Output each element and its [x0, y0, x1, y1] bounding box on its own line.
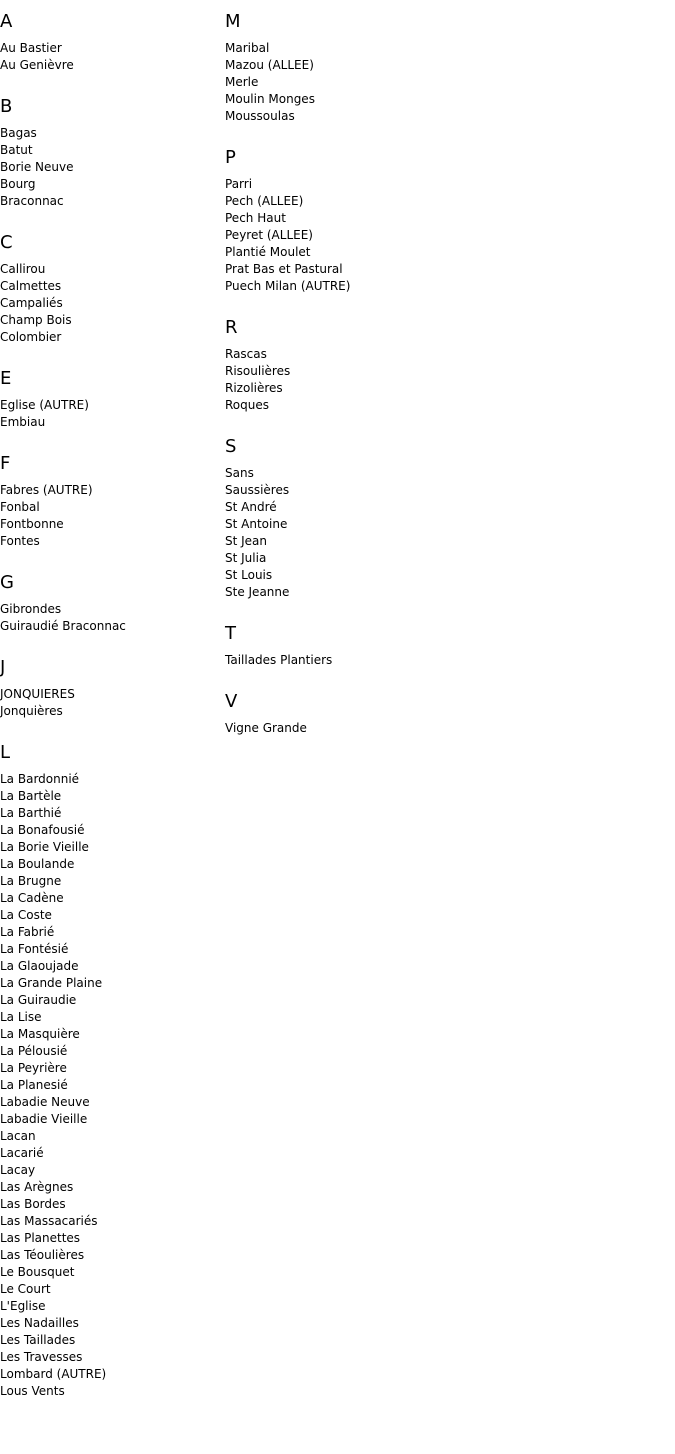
letter-group-s	[225, 435, 665, 601]
place-name: Taillades Plantiers	[225, 653, 333, 667]
place-name: Calmettes	[0, 279, 62, 293]
place-name: Batut	[0, 143, 33, 157]
letter-heading: M	[225, 11, 241, 32]
place-name: Rizolières	[225, 381, 283, 395]
place-name: Bourg	[0, 177, 36, 191]
letter-heading: C	[0, 232, 13, 253]
place-name: Merle	[225, 75, 259, 89]
place-list	[0, 261, 215, 346]
letter-group-p	[225, 146, 665, 295]
letter-heading: S	[225, 436, 237, 457]
place-list	[0, 40, 215, 74]
letter-group-b	[0, 95, 215, 210]
place-name: Las Téoulières	[0, 1248, 85, 1262]
place-name: Eglise (AUTRE)	[0, 398, 89, 412]
place-name: Fabres (AUTRE)	[0, 483, 93, 497]
place-name: Risoulières	[225, 364, 291, 378]
letter-group-e	[0, 367, 215, 431]
place-name: Les Travesses	[0, 1350, 83, 1364]
place-list	[0, 482, 215, 550]
letter-heading: V	[225, 691, 238, 712]
place-name: St André	[225, 500, 277, 514]
letter-heading: B	[0, 96, 13, 117]
place-list	[225, 40, 665, 125]
right-column	[225, 10, 665, 758]
place-name: La Pélousié	[0, 1044, 68, 1058]
place-name: Lacay	[0, 1163, 36, 1177]
place-name: Sans	[225, 466, 254, 480]
place-name: Moulin Monges	[225, 92, 315, 106]
place-list	[0, 397, 215, 431]
place-name: La Coste	[0, 908, 52, 922]
place-list	[225, 176, 665, 295]
place-name: JONQUIERES	[0, 687, 75, 701]
place-name: Vigne Grande	[225, 721, 307, 735]
place-name: Fontes	[0, 534, 40, 548]
letter-group-a	[0, 10, 215, 74]
letter-group-t	[225, 622, 665, 669]
place-name: Labadie Vieille	[0, 1112, 88, 1126]
place-name: La Masquière	[0, 1027, 80, 1041]
place-name: La Bardonnié	[0, 772, 80, 786]
letter-heading: R	[225, 317, 238, 338]
place-name: Les Taillades	[0, 1333, 76, 1347]
letter-group-f	[0, 452, 215, 550]
left-column	[0, 10, 215, 1421]
letter-heading: L	[0, 742, 11, 763]
place-name: Roques	[225, 398, 269, 412]
place-name: Guiraudié Braconnac	[0, 619, 126, 633]
place-name: Rascas	[225, 347, 267, 361]
place-name: Lous Vents	[0, 1384, 65, 1398]
letter-group-v	[225, 690, 665, 737]
place-name: La Fabrié	[0, 925, 55, 939]
place-name: Borie Neuve	[0, 160, 74, 174]
place-name: Lacarié	[0, 1146, 44, 1160]
place-name: Peyret (ALLEE)	[225, 228, 313, 242]
letter-group-m	[225, 10, 665, 125]
place-name: La Barthié	[0, 806, 62, 820]
place-name: La Boulande	[0, 857, 75, 871]
letter-group-j	[0, 656, 215, 720]
place-list	[0, 125, 215, 210]
place-name: Les Nadailles	[0, 1316, 79, 1330]
place-name: La Borie Vieille	[0, 840, 89, 854]
place-name: Au Bastier	[0, 41, 62, 55]
place-name: Parri	[225, 177, 253, 191]
place-name: Jonquières	[0, 704, 63, 718]
letter-group-l	[0, 741, 215, 1400]
place-name: Au Genièvre	[0, 58, 74, 72]
place-name: St Louis	[225, 568, 273, 582]
place-name: La Planesié	[0, 1078, 68, 1092]
place-name: St Antoine	[225, 517, 288, 531]
place-name: Lombard (AUTRE)	[0, 1367, 107, 1381]
letter-heading: G	[0, 572, 14, 593]
place-name: Lacan	[0, 1129, 36, 1143]
place-name: Callirou	[0, 262, 46, 276]
place-name: La Cadène	[0, 891, 64, 905]
place-name: Las Planettes	[0, 1231, 81, 1245]
letter-group-r	[225, 316, 665, 414]
letter-heading: T	[225, 623, 236, 644]
place-name: La Bartèle	[0, 789, 62, 803]
place-name: Las Massacariés	[0, 1214, 98, 1228]
place-name: Pech (ALLEE)	[225, 194, 304, 208]
place-name: Campaliés	[0, 296, 63, 310]
place-name: Mazou (ALLEE)	[225, 58, 314, 72]
place-name: La Bonafousié	[0, 823, 85, 837]
place-name: Braconnac	[0, 194, 64, 208]
place-name: La Lise	[0, 1010, 42, 1024]
place-name: Prat Bas et Pastural	[225, 262, 343, 276]
place-list	[225, 465, 665, 601]
place-name: Champ Bois	[0, 313, 72, 327]
letter-heading: A	[0, 11, 13, 32]
letter-heading: P	[225, 147, 236, 168]
place-name: La Peyrière	[0, 1061, 67, 1075]
letter-group-c	[0, 231, 215, 346]
place-name: Ste Jeanne	[225, 585, 290, 599]
place-name: La Glaoujade	[0, 959, 79, 973]
place-name: Labadie Neuve	[0, 1095, 90, 1109]
place-name: Embiau	[0, 415, 46, 429]
place-name: Gibrondes	[0, 602, 62, 616]
place-name: Pech Haut	[225, 211, 286, 225]
place-name: Las Bordes	[0, 1197, 66, 1211]
letter-group-g	[0, 571, 215, 635]
place-name: Puech Milan (AUTRE)	[225, 279, 351, 293]
place-list	[225, 720, 665, 737]
place-name: La Brugne	[0, 874, 62, 888]
letter-heading: F	[0, 453, 11, 474]
letter-heading: E	[0, 368, 12, 389]
place-name: Fontbonne	[0, 517, 64, 531]
place-list	[0, 601, 215, 635]
place-list	[225, 346, 665, 414]
place-name: La Grande Plaine	[0, 976, 103, 990]
place-name: La Fontésié	[0, 942, 69, 956]
letter-heading: J	[0, 657, 6, 678]
place-name: Maribal	[225, 41, 270, 55]
place-name: L'Eglise	[0, 1299, 46, 1313]
place-name: St Julia	[225, 551, 267, 565]
place-list	[225, 652, 665, 669]
place-name: St Jean	[225, 534, 268, 548]
place-list	[0, 686, 215, 720]
place-name: Le Bousquet	[0, 1265, 75, 1279]
place-name: Colombier	[0, 330, 62, 344]
place-name: Fonbal	[0, 500, 40, 514]
place-name: La Guiraudie	[0, 993, 77, 1007]
place-name: Bagas	[0, 126, 37, 140]
place-name: Le Court	[0, 1282, 51, 1296]
place-name: Saussières	[225, 483, 290, 497]
place-name: Moussoulas	[225, 109, 295, 123]
place-list	[0, 771, 215, 1400]
place-name: Las Arègnes	[0, 1180, 74, 1194]
place-name: Plantié Moulet	[225, 245, 311, 259]
